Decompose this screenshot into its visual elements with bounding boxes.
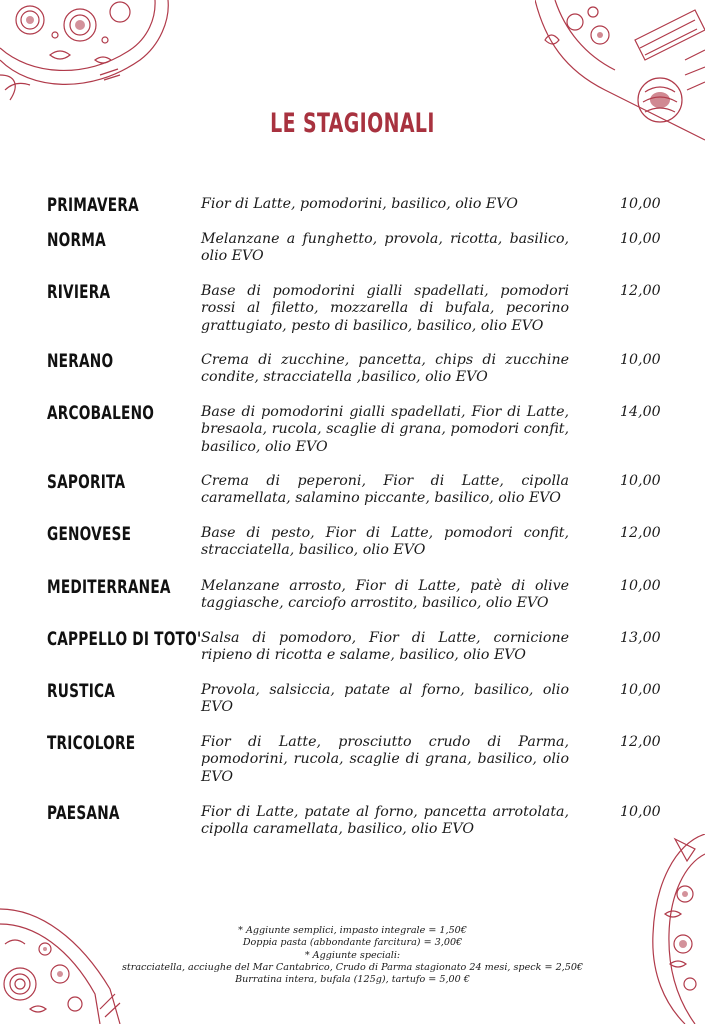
menu-item-description: Fior di Latte, patate al forno, pancetta arrotolata, cipolla caramellata, basilico, olio EVO [201, 804, 569, 838]
notes-section [0, 925, 705, 986]
menu-item-name: NORMA [47, 229, 106, 251]
menu-item-price: 10,00 [620, 352, 661, 368]
menu-item-description: Melanzane arrosto, Fior di Latte, patè di olive taggiasche, carciofo arrostito, basilico, olio EVO [201, 578, 569, 612]
menu-item-name: RUSTICA [47, 680, 116, 702]
menu-item-name: PRIMAVERA [47, 194, 139, 216]
menu-item-price: 10,00 [620, 473, 661, 489]
note-line: Doppia pasta (abbondante farcitura) = 3,00€ [242, 937, 463, 949]
note-line: stracciatella, acciughe del Mar Cantabrico, Crudo di Parma stagionato 24 mesi, speck = 2,50€ [121, 961, 584, 973]
menu-item-price: 10,00 [620, 682, 661, 698]
note-line: Burratina intera, bufala (125g), tartufo = 5,00 € [235, 974, 470, 986]
menu-item-price: 12,00 [620, 734, 661, 750]
menu-item-description: Salsa di pomodoro, Fior di Latte, cornicione ripieno di ricotta e salame, basilico, olio EVO [201, 630, 569, 664]
menu-item-description: Melanzane a funghetto, provola, ricotta, basilico, olio EVO [201, 231, 569, 265]
menu-item-name: GENOVESE [47, 523, 132, 545]
menu-item-price: 14,00 [620, 404, 661, 420]
menu-item-name: ARCOBALENO [47, 402, 155, 424]
menu-item-description: Base di pesto, Fior di Latte, pomodori confit, stracciatella, basilico, olio EVO [201, 525, 569, 559]
menu-item-price: 10,00 [620, 578, 661, 594]
menu-item-price: 10,00 [620, 231, 661, 247]
menu-item-description: Crema di peperoni, Fior di Latte, cipolla caramellata, salamino piccante, basilico, olio EVO [201, 473, 569, 507]
menu-item-name: NERANO [47, 350, 114, 372]
menu-item-name: CAPPELLO DI TOTO' [47, 628, 202, 650]
menu-item-name: RIVIERA [47, 281, 111, 303]
menu-item-description: Fior di Latte, prosciutto crudo di Parma, pomodorini, rucola, scaglie di grana, basilico, olio EVO [201, 734, 569, 785]
menu-item-description: Provola, salsiccia, patate al forno, basilico, olio EVO [201, 682, 569, 716]
note-line: * Aggiunte semplici, impasto integrale = 1,50€ [238, 925, 467, 936]
pizza-illustration-icon [0, 0, 180, 110]
note-line: * Aggiunte speciali: [304, 949, 401, 961]
menu-item-name: SAPORITA [47, 471, 126, 493]
menu-item-name: TRICOLORE [47, 732, 136, 754]
menu-item-description: Crema di zucchine, pancetta, chips di zucchine condite, stracciatella ,basilico, olio EVO [201, 352, 569, 386]
menu-item-name: PAESANA [47, 802, 120, 824]
menu-item-price: 12,00 [620, 283, 661, 299]
menu-item-price: 10,00 [620, 804, 661, 820]
menu-item-price: 10,00 [620, 196, 661, 212]
menu-item-description: Fior di Latte, pomodorini, basilico, olio EVO [201, 196, 518, 212]
menu-item-description: Base di pomodorini gialli spadellati, Fior di Latte, bresaola, rucola, scaglie di grana, pomodori confit, basilico, olio EVO [201, 404, 569, 455]
page-title: LE STAGIONALI [270, 108, 435, 139]
menu-item-name: MEDITERRANEA [47, 576, 171, 598]
menu-item-price: 13,00 [620, 630, 661, 646]
menu-item-price: 12,00 [620, 525, 661, 541]
menu-item-description: Base di pomodorini gialli spadellati, pomodori rossi al filetto, mozzarella di bufala, pecorino grattugiato, pesto di basilico, basilico, olio EVO [201, 283, 569, 334]
